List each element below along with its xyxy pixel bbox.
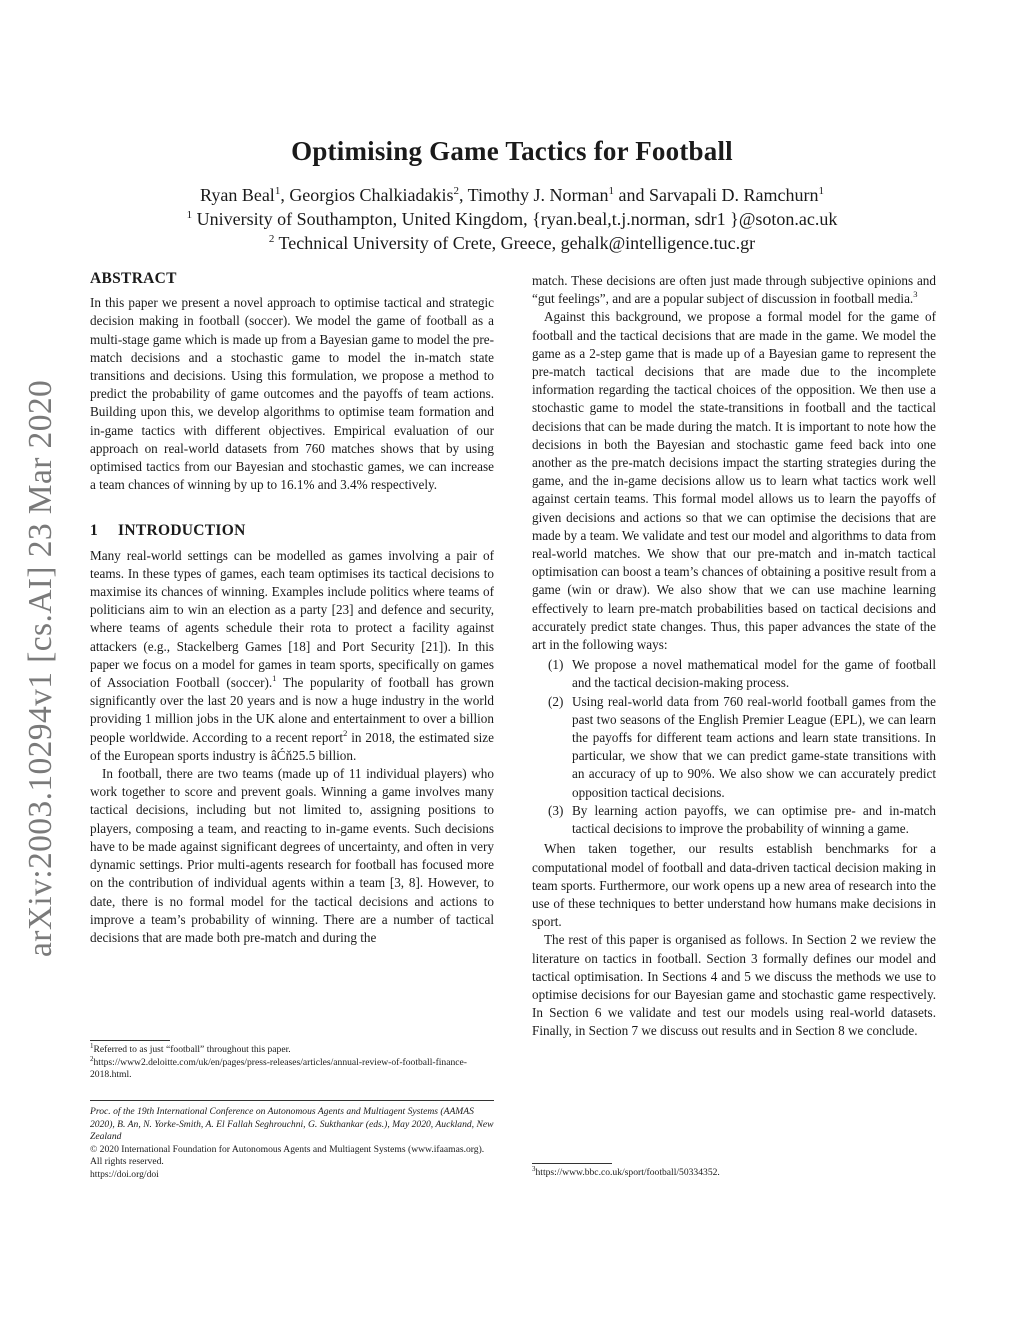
- list-text: By learning action payoffs, we can optimise pre- and in-match tactical decisions to improve the probability of winning a game.: [572, 802, 936, 837]
- author-block: [0, 183, 1024, 255]
- author-name: , Timothy J. Norman: [458, 185, 609, 205]
- paragraph-text: in 2018, the estimated size of the European sports industry is âĆň25.5 billion.: [90, 729, 495, 763]
- affiliation-mark: 1: [186, 209, 193, 221]
- affiliation-mark: 1: [608, 185, 614, 197]
- footnote-mark: 3: [532, 1165, 536, 1173]
- section-heading: [90, 522, 494, 540]
- list-number: (2): [548, 693, 564, 709]
- paragraph: [90, 547, 494, 765]
- list-number: (3): [548, 802, 564, 818]
- affiliation-line: [0, 231, 1024, 255]
- footnote-ref: 1: [272, 673, 277, 684]
- affiliation-mark: 2: [268, 233, 275, 245]
- affiliation-text: University of Southampton, United Kingdom, {ryan.beal,t.j.norman, sdr1 }@soton.ac.uk: [192, 209, 838, 229]
- copyright-text: © 2020 International Foundation for Autonomous Agents and Multiagent Systems (www.ifaamas.org). All rights reserved.: [90, 1143, 485, 1167]
- paragraph: Against this background, we propose a formal model for the game of football and the tactical decisions that are made in the game. We model the game as a 2-step game that is made up of a Bayesian game to represent the pre-match tactical decisions that are made due to the incomplete information regarding the tactical choices of the opposition. We then use a stochastic game to model the state-transitions in football and the tactical decisions that can be made during the match. It is important to note how the decisions in both the Bayesian and stochastic game feed back into one another as the pre-match decisions impact the starting strategies during the game, and the in-game decisions allow us to learn what tactics work well against certain teams. This formal model allows us to learn the payoffs of given decisions and actions so that we can optimise the decisions that are made by a team. We validate and test our model and algorithms to data from real-world matches. We show that our pre-match and in-match tactical optimisation can boost a team’s chances of obtaining a positive result from a game (win or draw). We also show that we can use machine learning effectively to learn pre-match probabilities based on tactical decisions and accurately predict state changes. Thus, this paper advances the state of the art in the following ways:: [532, 309, 936, 653]
- footnotes-left: [90, 1040, 494, 1082]
- paragraph: When taken together, our results establish benchmarks for a computational model of football and data-driven tactical decision making in team sports. Furthermore, our work opens up a new area of research into the use of these techniques to better understand how humans make decisions in sport.: [532, 841, 936, 930]
- footnote-ref: 3: [913, 289, 918, 300]
- author-name: Ryan Beal: [200, 185, 275, 205]
- left-column: [90, 270, 494, 947]
- abstract-heading: ABSTRACT: [90, 270, 177, 287]
- paragraph-text: The popularity of football has grown significantly over the last 20 years and is now a huge industry in the world providing 1 million jobs in the UK alone and entertainment to over a billion people worldwide. According to a recent report: [90, 675, 495, 745]
- footnote: [532, 1167, 936, 1180]
- author-line: [0, 183, 1024, 207]
- right-column: [532, 272, 936, 1041]
- affiliation-mark: 2: [453, 185, 459, 197]
- footnote-ref: 2: [343, 727, 348, 738]
- list-text: Using real-world data from 760 real-world football games from the past two seasons of the English Premier League (EPL), we can learn the payoffs for different team actions and learn state transitions. In particular, we show that we can predict game-state transitions with an accuracy of up to 90%. We also show we can accurately predict opposition tactical decisions.: [572, 693, 936, 800]
- list-item: [532, 693, 936, 802]
- author-name: , Georgios Chalkiadakis: [280, 185, 454, 205]
- paper-title: Optimising Game Tactics for Football: [291, 136, 733, 166]
- paragraph-text: Many real-world settings can be modelled as games involving a pair of teams. In these types of games, each team optimises its tactical decisions to maximise its chances of winning. Examples include politics where teams of politicians aim to win an election as a party [23] and defence and security, where teams of agents schedule their rota to protect a facility against attackers (e.g., Stackelberg Games [18] and Port Security [21]). In this paper we focus on a model for games in team sports, specifically on games of Association Football (soccer).: [90, 547, 494, 691]
- affiliation-mark: 1: [274, 185, 281, 197]
- footnote-text: Referred to as just “football” throughout this paper.: [93, 1044, 291, 1055]
- paragraph-text: match. These decisions are often just made through subjective opinions and “gut feelings”, and are a popular subject of discussion in football media.: [532, 273, 936, 307]
- list-text: We propose a novel mathematical model for the game of football and the tactical decision-making process.: [572, 657, 936, 691]
- list-number: (1): [548, 657, 564, 673]
- abstract-text: In this paper we present a novel approach to optimise tactical and strategic decision making in football (soccer). We model the game of football as a multi-stage game which is made up from a Bayesian game to model the pre-match decisions and a stochastic game to model the in-match state transitions and decisions. Using this formulation, we propose a method to predict the probability of game outcomes and the payoffs of team actions. Building upon this, we develop algorithms to optimise team formation and in-game tactics with different objectives. Empirical evaluation of our approach on real-world datasets from 760 matches shows that by using optimised tactics from our Bayesian and stochastic games, we can increase a team chances of winning by up to 16.1% and 3.4% respectively.: [90, 295, 494, 493]
- affiliation-line: [0, 207, 1024, 231]
- paragraph: [532, 272, 936, 308]
- arxiv-identifier: arXiv:2003.10294v1 [cs.AI] 23 Mar 2020: [22, 379, 59, 957]
- section-number: 1: [90, 522, 99, 540]
- proceedings-text: Proc. of the 19th International Conference on Autonomous Agents and Multiagent Systems (AAMAS 2020), B. An, N. Yorke-Smith, A. El Fallah Seghrouchni, G. Sukthankar (eds.), May 2020, Auckland, New Zealand: [90, 1106, 494, 1142]
- doi-link[interactable]: https://doi.org/doi: [90, 1168, 159, 1180]
- footnotes-right: [532, 1163, 936, 1180]
- conference-info: [90, 1100, 494, 1181]
- paragraph: In football, there are two teams (made up of 11 individual players) who work together to score and prevent goals. Winning a game involves many tactical decisions, including but not limited to, assigning positions to players, composing a team, and reacting to in-game events. Such decisions have to be made against significant degrees of uncertainty, and often in very dynamic settings. Prior multi-agents research for football has focused more on the contribution of individual agents within a team [3, 8]. However, to date, there is no formal model for the tactical decisions and actions to improve a team’s probability of winning. There are a number of tactical decisions that are made both pre-match and during the: [90, 766, 494, 945]
- list-item: [532, 802, 936, 838]
- affiliation-mark: 1: [818, 185, 824, 197]
- footnote-mark: 1: [90, 1042, 94, 1050]
- footnote-mark: 2: [90, 1054, 94, 1063]
- paragraph: The rest of this paper is organised as follows. In Section 2 we review the literature on tactics in football. Section 3 formally defines our model and tactical optimisation. In Sections 4 and 5 we discuss the methods we use to optimise decisions for our Bayesian game and stochastic game respectively. In Section 6 we validate and test our models using real-world datasets. Finally, in Section 7 we discuss out results and in Section 8 we conclude.: [532, 932, 936, 1039]
- footnote-link[interactable]: https://www.bbc.co.uk/sport/football/50334352.: [535, 1167, 720, 1178]
- list-item: [532, 656, 936, 692]
- footnote: [90, 1054, 494, 1082]
- section-title: INTRODUCTION: [118, 522, 246, 540]
- footnote: [90, 1044, 494, 1057]
- author-name: and Sarvapali D. Ramchurn: [614, 185, 819, 205]
- affiliation-text: Technical University of Crete, Greece, gehalk@intelligence.tuc.gr: [274, 233, 756, 253]
- contribution-list: [532, 656, 936, 838]
- footnote-link[interactable]: https://www2.deloitte.com/uk/en/pages/press-releases/articles/annual-review-of-football-finance-2018.html.: [90, 1056, 467, 1080]
